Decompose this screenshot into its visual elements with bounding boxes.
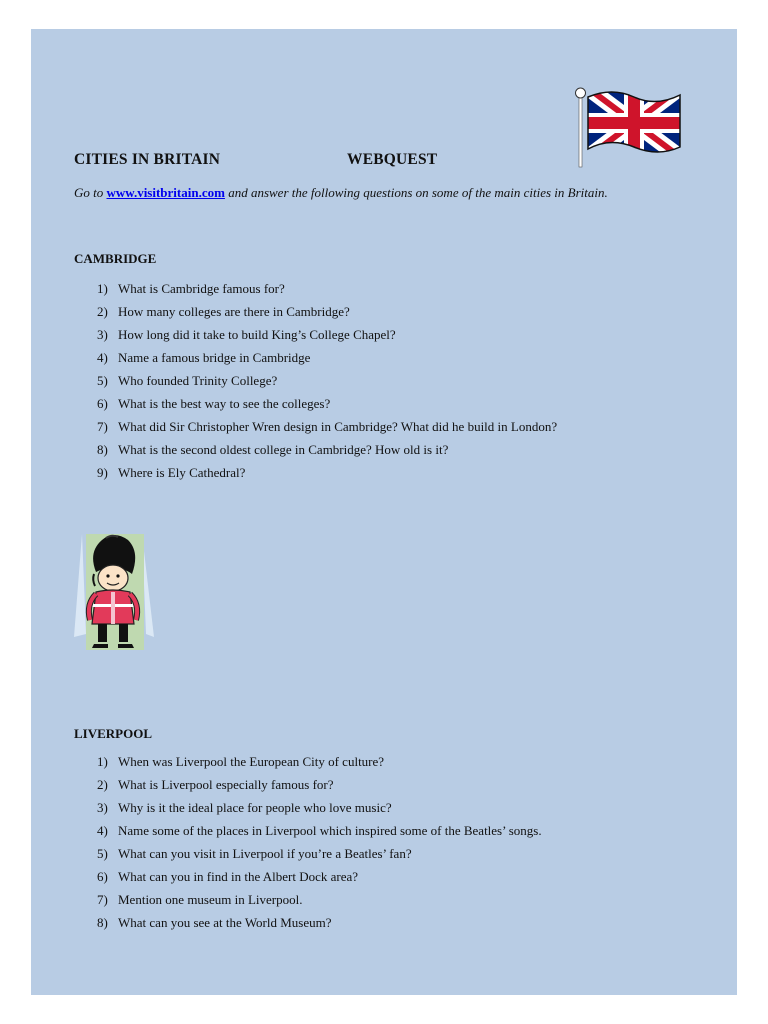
question-text: What did Sir Christopher Wren design in Cambridge? What did he build in London? (118, 419, 558, 434)
royal-guard-icon (72, 532, 158, 652)
visitbritain-link[interactable]: www.visitbritain.com (106, 185, 225, 200)
question-number: 2) (97, 777, 108, 792)
question-text: What can you in find in the Albert Dock area? (118, 869, 359, 884)
question-text: What is Liverpool especially famous for? (118, 777, 334, 792)
section-heading-cambridge: CAMBRIDGE (74, 251, 157, 266)
question-text: What is the second oldest college in Cambridge? How old is it? (118, 442, 449, 457)
question-text: Who founded Trinity College? (118, 373, 278, 388)
page-subtitle-webquest: WEBQUEST (347, 151, 438, 168)
question-text: How many colleges are there in Cambridge? (118, 304, 350, 319)
question-number: 5) (97, 846, 108, 861)
question-number: 4) (97, 823, 108, 838)
intro-prefix: Go to (74, 185, 107, 200)
question-number: 6) (97, 396, 108, 411)
question-number: 5) (97, 373, 108, 388)
question-text: Name some of the places in Liverpool which inspired some of the Beatles’ songs. (118, 823, 542, 838)
question-number: 8) (97, 915, 108, 930)
question-number: 1) (97, 754, 108, 769)
intro-suffix: and answer the following questions on some of the main cities in Britain. (224, 185, 608, 200)
question-number: 7) (97, 419, 108, 434)
question-text: What is Cambridge famous for? (118, 281, 285, 296)
question-number: 7) (97, 892, 108, 907)
page-title: CITIES IN BRITAIN (74, 151, 221, 168)
question-number: 9) (97, 465, 108, 480)
question-number: 3) (97, 327, 108, 342)
intro-text (74, 185, 608, 201)
question-text: Where is Ely Cathedral? (118, 465, 246, 480)
question-number: 8) (97, 442, 108, 457)
question-number: 3) (97, 800, 108, 815)
question-text: Mention one museum in Liverpool. (118, 892, 303, 907)
question-text: What can you see at the World Museum? (118, 915, 332, 930)
question-number: 4) (97, 350, 108, 365)
question-text: Name a famous bridge in Cambridge (118, 350, 311, 365)
question-text: What can you visit in Liverpool if you’re a Beatles’ fan? (118, 846, 412, 861)
union-jack-flag-icon (574, 85, 684, 170)
question-number: 1) (97, 281, 108, 296)
question-text: What is the best way to see the colleges? (118, 396, 331, 411)
question-number: 6) (97, 869, 108, 884)
section-heading-liverpool: LIVERPOOL (74, 726, 153, 741)
question-text: Why is it the ideal place for people who love music? (118, 800, 392, 815)
question-text: When was Liverpool the European City of culture? (118, 754, 385, 769)
question-number: 2) (97, 304, 108, 319)
question-text: How long did it take to build King’s College Chapel? (118, 327, 396, 342)
